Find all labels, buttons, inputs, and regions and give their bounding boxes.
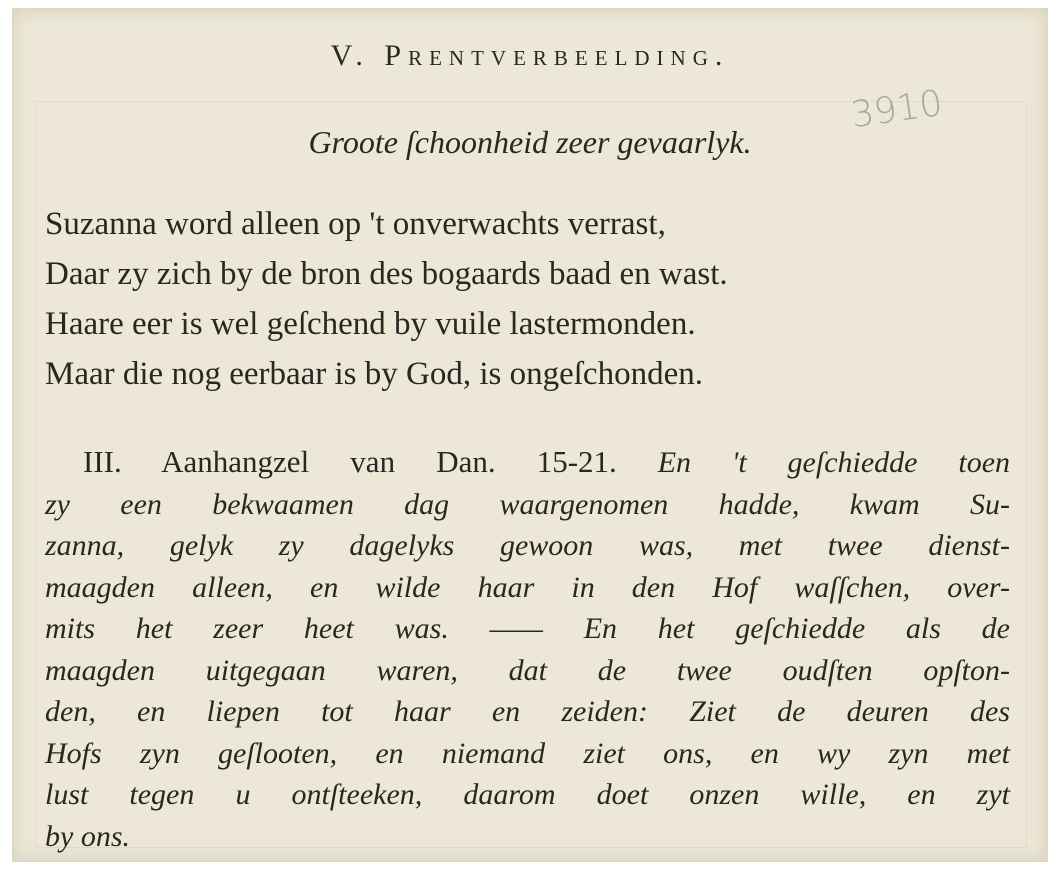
- pencil-annotation: 3910: [848, 82, 946, 137]
- verse-line: Daar zy zich by de bron des bogaards baad en wast.: [45, 256, 728, 292]
- prose-line: by ons.: [45, 819, 130, 853]
- prose-line: lust tegen u ontſteeken, daarom doet onzen wille, en zyt: [45, 778, 1010, 811]
- prose-line: maagden uitgegaan waren, dat de twee oudſten opſton-: [45, 653, 1010, 687]
- verse-block: [45, 199, 1005, 399]
- verse-line: Haare eer is wel geſchend by vuile lastermonden.: [45, 306, 696, 342]
- scripture-reference: III. Aanhangzel van Dan. 15-21.: [83, 444, 617, 479]
- prose-line: [45, 441, 1010, 484]
- page-heading: V. Prentverbeelding.: [330, 39, 730, 72]
- subtitle: Groote ſchoonheid zeer gevaarlyk.: [308, 124, 752, 160]
- prose-line: Hofs zyn geſlooten, en niemand ziet ons, en wy zyn met: [45, 736, 1010, 770]
- prose-line: zy een bekwaamen dag waargenomen hadde, kwam Su-: [45, 487, 1010, 521]
- prose-line: mits het zeer heet was. —— En het geſchiedde als de: [45, 612, 1010, 645]
- prose-block: [45, 441, 1010, 857]
- prose-line: maagden alleen, en wilde haar in den Hof waſſchen, over-: [45, 570, 1010, 604]
- verse-line: Suzanna word alleen op 't onverwachts verrast,: [45, 206, 666, 242]
- prose-line: zanna, gelyk zy dagelyks gewoon was, met twee dienst-: [45, 529, 1010, 562]
- verse-line: Maar die nog eerbaar is by God, is ongeſchonden.: [45, 356, 703, 392]
- prose-line: den, en liepen tot haar en zeiden: Ziet de deuren des: [45, 695, 1010, 728]
- prose-text: En 't geſchiedde toen: [657, 446, 1011, 479]
- paper-sheet: [12, 8, 1048, 862]
